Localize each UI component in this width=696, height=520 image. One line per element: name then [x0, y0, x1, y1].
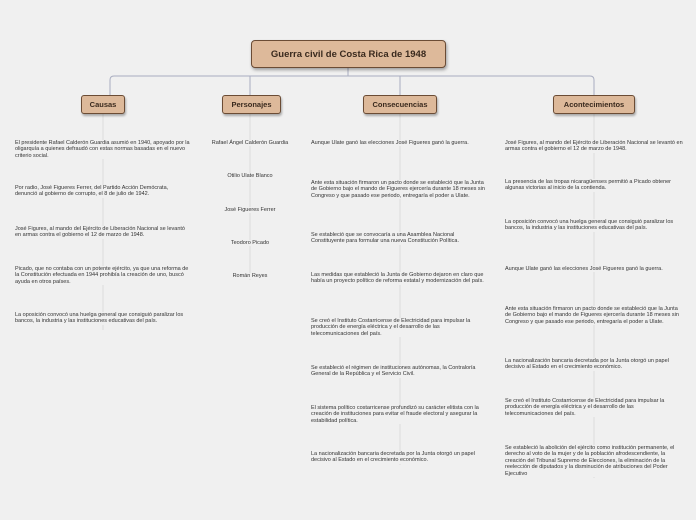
- personaje-item[interactable]: José Figueres Ferrer: [200, 207, 300, 213]
- causa-item[interactable]: Picado, que no contaba con un potente ejército, ya que una reforma de la Constitución efectuada en 1944 prohibía la creación de uno, buscó ayuda en otros países.: [15, 266, 191, 285]
- causa-item[interactable]: Por radio, José Figueres Ferrer, del Partido Acción Demócrata, denunció al gobierno de corrupto, el 8 de julio de 1942.: [15, 185, 191, 198]
- acontecimiento-item[interactable]: Aunque Ulate ganó las elecciones José Figueres ganó la guerra.: [505, 266, 683, 272]
- consecuencia-item[interactable]: La nacionalización bancaria decretada por la Junta otorgó un papel decisivo al Estado en el crecimiento económico.: [311, 451, 489, 464]
- causa-item[interactable]: José Figures, al mando del Ejército de Liberación Nacional se levantó en armas contra el gobierno el 12 de marzo de 1948.: [15, 226, 191, 239]
- consecuencia-item[interactable]: Se estableció que se convocaría a una Asamblea Nacional Constituyente para formular una nueva Constitución Política.: [311, 232, 489, 245]
- consecuencia-item[interactable]: Se creó el Instituto Costarricense de Electricidad para impulsar la producción de energía eléctrica y el desarrollo de las telecomunicaciones del país.: [311, 318, 489, 337]
- consecuencia-item[interactable]: Se estableció el régimen de instituciones autónomas, la Contraloría General de la República y el Servicio Civil.: [311, 365, 489, 378]
- personaje-item[interactable]: Otilio Ulate Blanco: [200, 173, 300, 179]
- acontecimiento-item[interactable]: Se creó el Instituto Costarricense de Electricidad para impulsar la producción de energía eléctrica y el desarrollo de las telecomunicaciones del país.: [505, 398, 683, 417]
- branch-causas[interactable]: Causas: [81, 95, 125, 114]
- acontecimiento-item[interactable]: La presencia de las tropas nicaragüenses permitió a Picado obtener algunas victorias al inicio de la contienda.: [505, 179, 683, 192]
- consecuencia-item[interactable]: Las medidas que estableció la Junta de Gobierno dejaron en claro que había un proyecto político de reforma estatal y modernización del país.: [311, 272, 489, 285]
- personaje-item[interactable]: Rafael Ángel Calderón Guardia: [200, 140, 300, 146]
- acontecimiento-item[interactable]: La oposición convocó una huelga general que consiguió paralizar los bancos, la industria y las instituciones educativas del país.: [505, 219, 683, 232]
- causa-item[interactable]: El presidente Rafael Calderón Guardia asumió en 1940, apoyado por la oligarquía a quienes defraudó con estas normas basadas en el nuevo criterio social.: [15, 140, 190, 159]
- branch-consecuencias[interactable]: Consecuencias: [363, 95, 437, 114]
- causa-item[interactable]: La oposición convocó una huelga general que consiguió paralizar los bancos, la industria y las instituciones educativas del país.: [15, 312, 191, 325]
- personaje-item[interactable]: Teodoro Picado: [200, 240, 300, 246]
- consecuencia-item[interactable]: Ante esta situación firmaron un pacto donde se estableció que la Junta de Gobierno bajo el mando de Figueres ejercería durante 18 meses sin Congreso y que pasado ese periodo, entregaría el poder a Ulate.: [311, 180, 489, 199]
- root-node-title[interactable]: Guerra civil de Costa Rica de 1948: [251, 40, 446, 68]
- acontecimiento-item[interactable]: Ante esta situación firmaron un pacto donde se estableció que la Junta de Gobierno bajo el mando de Figueres ejercería durante 18 meses sin Congreso y que pasado ese periodo, entregaría el poder a Ulate.: [505, 306, 683, 325]
- consecuencia-item[interactable]: El sistema político costarricense profundizó su carácter elitista con la creación de instituciones para evitar el fraude electoral y asegurar la estabilidad política.: [311, 405, 489, 424]
- branch-acontecimientos[interactable]: Acontecimientos: [553, 95, 635, 114]
- consecuencia-item[interactable]: Aunque Ulate ganó las elecciones José Figueres ganó la guerra.: [311, 140, 489, 146]
- branch-personajes[interactable]: Personajes: [222, 95, 281, 114]
- acontecimiento-item[interactable]: José Figures, al mando del Ejército de Liberación Nacional se levantó en armas contra el gobierno el 12 de marzo de 1948.: [505, 140, 683, 153]
- acontecimiento-item[interactable]: Se estableció la abolición del ejército como institución permanente, el derecho al voto de la mujer y de la población afrodescendiente, la creación del Tribunal Supremo de Elecciones, la eliminación de la reelección de diputados y la disminución de atribuciones del Poder Ejecutivo: [505, 445, 683, 477]
- acontecimiento-item[interactable]: La nacionalización bancaria decretada por la Junta otorgó un papel decisivo al Estado en el crecimiento económico.: [505, 358, 683, 371]
- personaje-item[interactable]: Román Reyes: [200, 273, 300, 279]
